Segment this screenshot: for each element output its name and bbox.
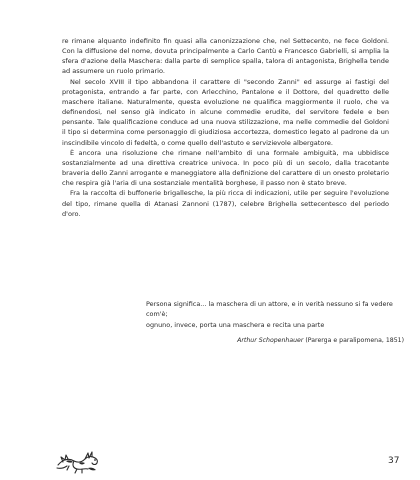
body-paragraph-4: Fra la raccolta di buffonerie brigallesche, la più ricca di indicazioni, utile per seguire l'evoluzione del tipo, rimane quella di Atanasi Zannoni (1787), celebre Brighella settecentesco del periodo d'oro.: [62, 189, 389, 218]
quote-author: Arthur Schopenhauer: [237, 337, 304, 344]
quote-attribution: [146, 336, 404, 346]
quote-line-1: Persona significa... la maschera di un attore, e in verità nessuno si fa vedere com'è;: [146, 300, 393, 319]
body-text: [62, 36, 389, 219]
quote-line-2: ognuno, invece, porta una maschera e recita una parte: [146, 320, 325, 329]
body-paragraph-3: È ancora una risoluzione che rimane nell'ambito di una formale ambiguità, ma ubbidisce sostanzialmente ad una direttiva creatrice univoca. In poco più di un secolo, dalla tracotante braveria dello Zanni arrogante e maneggiatore alla definizione del carattere di un onesto proletario che respira già l'aria di una sostanziale mentalità borghese, il passo non è stato breve.: [62, 148, 389, 188]
body-paragraph-1: re rimane alquanto indefinito fin quasi alla canonizzazione che, nel Settecento, ne fece Goldoni. Con la diffusione del nome, dovuta principalmente a Carlo Cantù e Francesco Gabrielli, si amplia la sfera d'azione della Maschera: dalla parte di semplice spalla, talora di antagonista, Brighella tende ad assumere un ruolo primario.: [62, 37, 389, 76]
body-paragraph-2: Nel secolo XVIII il tipo abbandona il carattere di "secondo Zanni" ed assurge ai fastigi del protagonista, entrando a far parte, con Arlecchino, Pantalone e il Dottore, del quadretto delle maschere italiane. Naturalmente, questa evoluzione ne qualifica maggiormente il ruolo, che va definendosi, nel senso già indicato in alcune commedie erudite, del servitore fedele e ben pensante. Tale qualificazione conduce ad una nuova stilizzazione, ma nelle commedie del Goldoni il tipo si determina come personaggio di giudiziosa accortezza, domestico legato al padrone da un inscindibile vincolo di fedeltà, o come quello dell'astuto e servizievole albergatore.: [62, 77, 389, 147]
epigraph-quote: [146, 299, 404, 330]
dragon-emblem-icon: [55, 448, 101, 474]
page-number: 37: [388, 456, 400, 466]
quote-source: (Parerga e paralipomena, 1851): [303, 337, 404, 344]
